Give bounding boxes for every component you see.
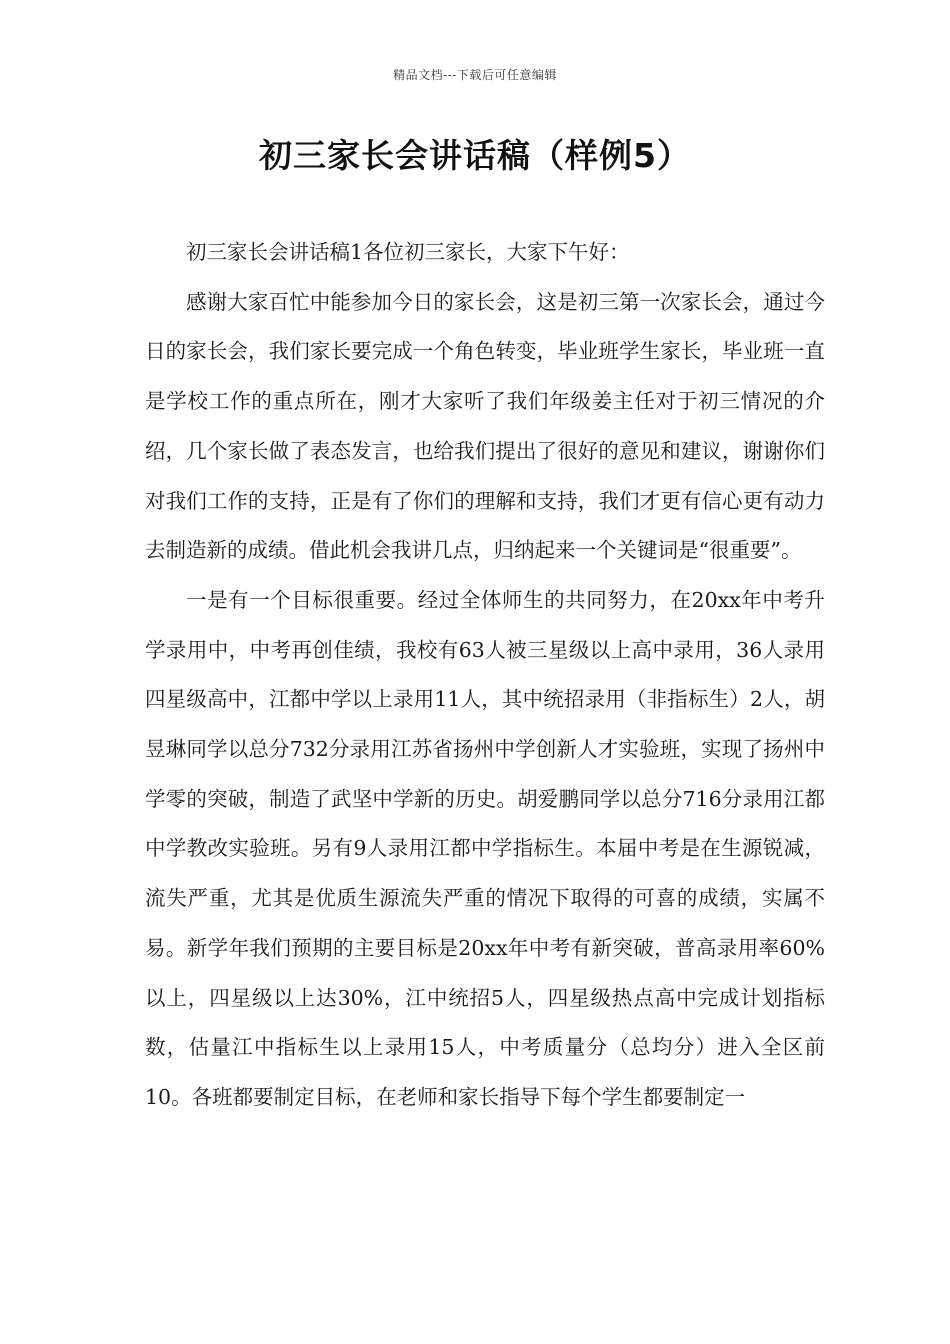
- paragraph-greeting: 初三家长会讲话稿1各位初三家长，大家下午好：: [186, 240, 630, 264]
- document-body: [145, 228, 825, 1123]
- document-title: 初三家长会讲话稿（样例5）: [259, 136, 691, 175]
- paragraph-thanks: 感谢大家百忙中能参加今日的家长会，这是初三第一次家长会，通过今日的家长会，我们家长要完成一个角色转变，毕业班学生家长，毕业班一直是学校工作的重点所在，刚才大家听了我们年级姜主任对于初三情况的介绍，几个家长做了表态发言，也给我们提出了很好的意见和建议，谢谢你们对我们工作的支持，正是有了你们的理解和支持，我们才更有信心更有动力去制造新的成绩。借此机会我讲几点，归纳起来一个关键词是“很重要”。: [145, 289, 825, 563]
- header-note: 精品文档---下载后可任意编辑: [393, 68, 557, 82]
- paragraph-goal: 一是有一个目标很重要。经过全体师生的共同努力，在20xx年中考升学录用中，中考再创佳绩，我校有63人被三星级以上高中录用，36人录用四星级高中，江都中学以上录用11人，其中统招录用（非指标生）2人，胡昱琳同学以总分732分录用江苏省扬州中学创新人才实验班，实现了扬州中学零的突破，制造了武坚中学新的历史。胡爱鹏同学以总分716分录用江都中学教改实验班。另有9人录用江都中学指标生。本届中考是在生源锐减，流失严重，尤其是优质生源流失严重的情况下取得的可喜的成绩，实属不易。新学年我们预期的主要目标是20xx年中考有新突破，普高录用率60%以上，四星级以上达30%，江中统招5人，四星级热点高中完成计划指标数，估量江中指标生以上录用15人，中考质量分（总均分）进入全区前10。各班都要制定目标，在老师和家长指导下每个学生都要制定一: [145, 587, 825, 1109]
